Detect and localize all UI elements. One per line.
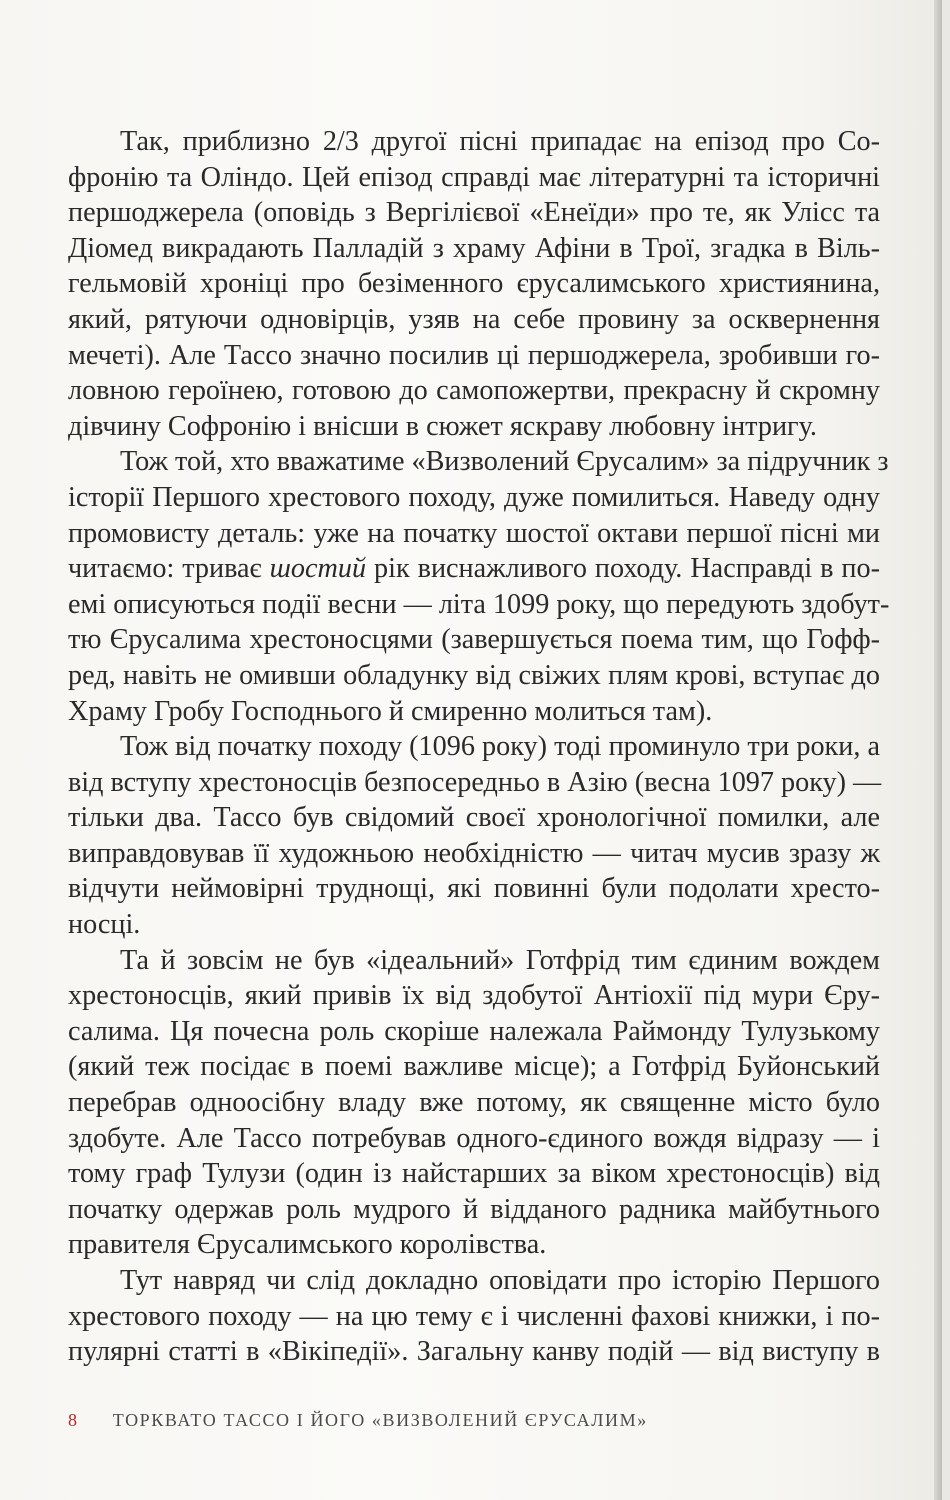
text-line: промовисту деталь: уже на початку шостої октави першої пісні ми [68, 517, 880, 549]
paragraph-3 [68, 729, 880, 943]
page-edge-shadow [934, 0, 942, 1500]
text-line: тю Єрусалима хрестоносцями (завершується поема тим, що Гофф- [68, 624, 880, 656]
text-line: фронію та Оліндо. Цей епізод справді має літературні та історичні [68, 161, 880, 193]
paragraph-4 [68, 943, 880, 1263]
page-number: 8 [68, 1410, 79, 1430]
text-line: Храму Гробу Господнього й смиренно молиться там). [68, 695, 713, 727]
text-line: Та й зовсім не був «ідеальний» Готфрід тим єдиним вождем [120, 944, 880, 976]
text-line: гельмовій хроніці про безіменного єрусалимського християнина, [68, 268, 880, 300]
text-line: Тут навряд чи слід докладно оповідати про історію Першого [120, 1265, 880, 1296]
text-line: Тож той, хто вважатиме «Визволений Єрусалим» за підручник з [120, 446, 889, 478]
running-title: ТОРКВАТО ТАССО І ЙОГО «ВИЗВОЛЕНИЙ ЄРУСАЛИМ» [112, 1410, 648, 1430]
page-footer [68, 1410, 648, 1431]
paragraph-5 [68, 1263, 880, 1370]
text-line-with-italic [68, 551, 880, 587]
italic-word: шостий [269, 553, 367, 585]
text-line: правителя Єрусалимського королівства. [68, 1229, 547, 1261]
text-line: історії Першого хрестового походу, дуже помилиться. Наведу одну [68, 481, 880, 513]
text-line: першоджерела (оповідь з Вергілієвої «Енеїди» про те, як Улісс та [68, 197, 880, 229]
text-line: тільки два. Тассо був свідомий своєї хронологічної помилки, але [68, 802, 880, 834]
text-line: хрестоносців, який привів їх від здобутої Антіохії під мури Єру- [68, 980, 880, 1012]
text-line: ред, навіть не омивши обладунку від свіжих плям крові, вступає до [68, 659, 880, 691]
text-line: пулярні статті в «Вікіпедії». Загальну канву подій — від виступу в [68, 1336, 880, 1368]
text-line: тому граф Тулузи (один із найстарших за віком хрестоносців) від [68, 1158, 880, 1190]
text-line: носці. [68, 909, 141, 941]
text-line: салима. Ця почесна роль скоріше належала Раймонду Тулузькому [68, 1015, 880, 1047]
text-line: відчути неймовірні труднощі, які повинні були подолати хресто- [68, 873, 880, 905]
text-run: рік виснажливого походу. Насправді в по- [366, 553, 880, 585]
text-line: ловною героїнею, готовою до самопожертви, прекрасну й скромну [68, 375, 880, 407]
paragraph-1 [68, 124, 880, 444]
body-text [68, 124, 890, 1370]
text-line: перебрав одноосібну владу вже потому, як священне місто було [68, 1087, 880, 1119]
text-line: (який теж посідає в поемі важливе місце); а Готфрід Буйонський [68, 1051, 880, 1083]
text-line: Так, приблизно 2/3 другої пісні припадає на епізод про Со- [120, 126, 880, 157]
text-run: читаємо: триває [68, 553, 270, 585]
text-line: Тож від початку походу (1096 року) тоді проминуло три роки, а [120, 731, 880, 763]
paragraph-2 [68, 444, 890, 729]
text-line: від вступу хрестоносців безпосередньо в Азію (весна 1097 року) — [68, 766, 882, 798]
text-line: здобуте. Але Тассо потребував одного-єдиного вождя відразу — і [68, 1122, 880, 1154]
text-line: який, рятуючи одновірців, узяв на себе провину за осквернення [68, 303, 880, 335]
text-line: виправдовував її художньою необхідністю — читач мусив зразу ж [68, 837, 880, 869]
text-line: дівчину Софронію і внісши в сюжет яскраву любовну інтригу. [68, 410, 817, 442]
text-line: початку одержав роль мудрого й відданого радника майбутнього [68, 1193, 880, 1225]
text-line: мечеті). Але Тассо значно посилив ці першоджерела, зробивши го- [68, 339, 880, 371]
text-line: хрестового походу — на цю тему є і численні фахові книжки, і по- [68, 1300, 880, 1332]
text-line: емі описуються події весни — літа 1099 року, що передують здобут- [68, 588, 890, 620]
text-line: Діомед викрадають Палладій з храму Афіни в Трої, згадка в Віль- [68, 232, 880, 264]
